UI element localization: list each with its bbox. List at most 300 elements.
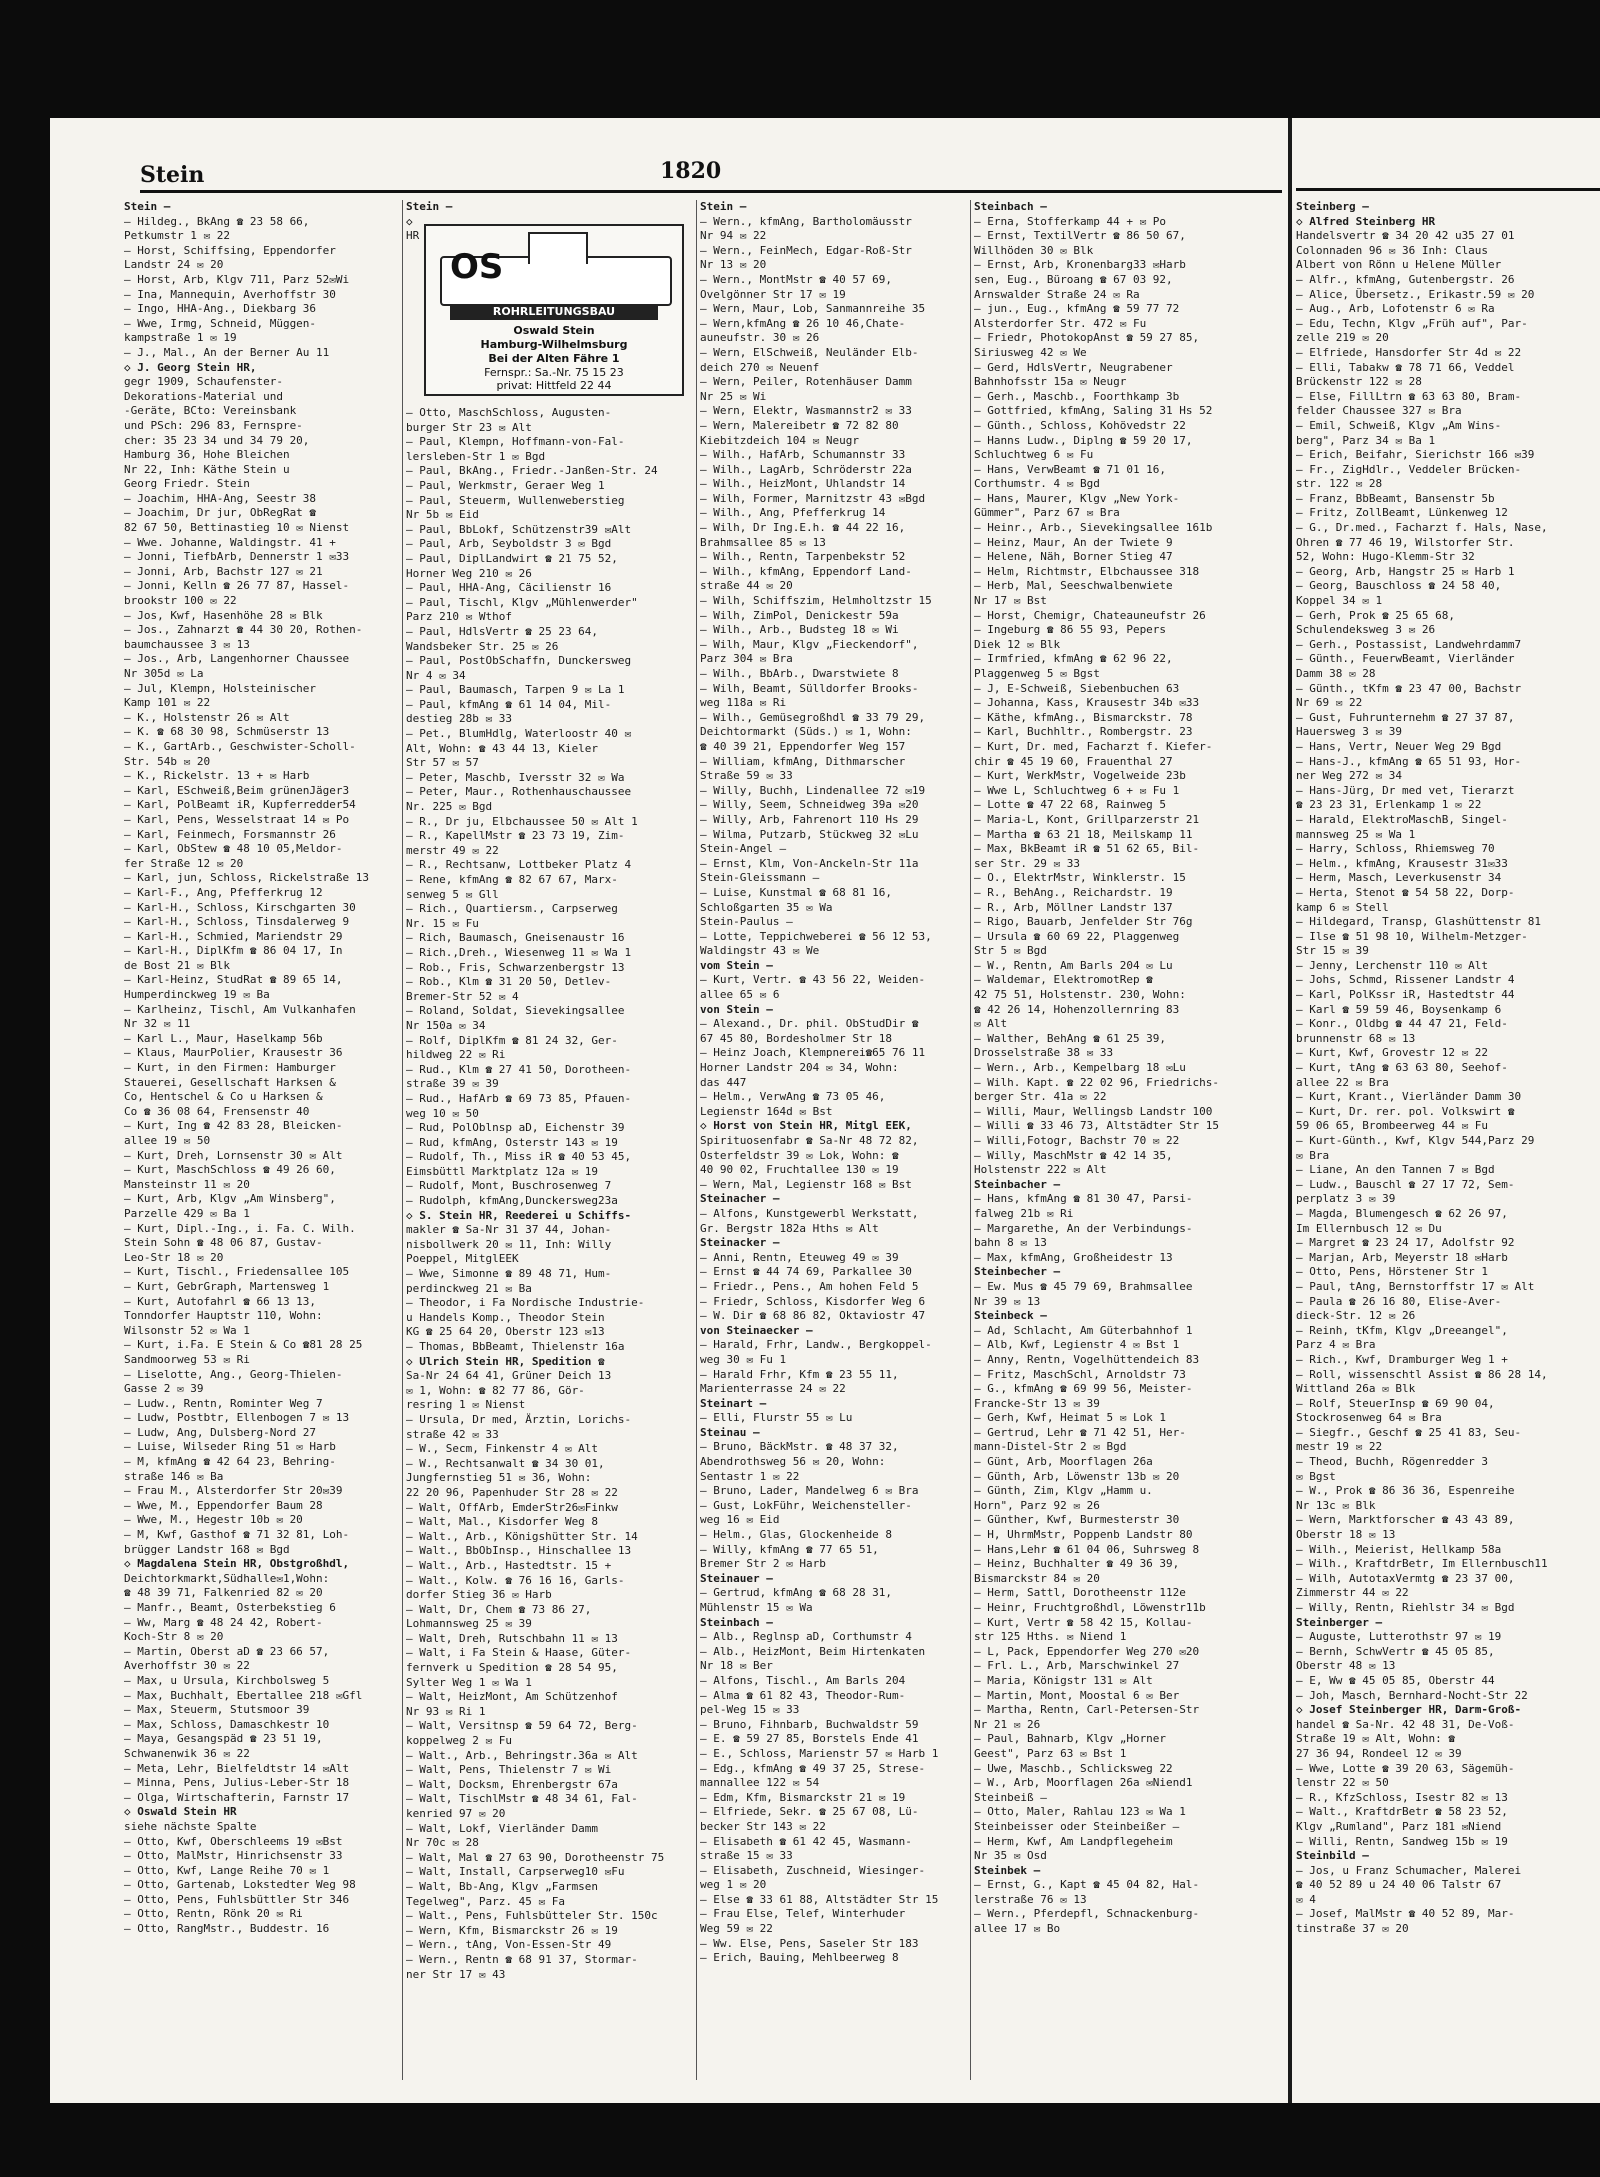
directory-entry-line: ◇ J. Georg Stein HR, bbox=[124, 360, 257, 374]
directory-entry-line: 27 36 94, Rondeel 12 ✉ 39 bbox=[1296, 1746, 1462, 1760]
directory-entry-line: 82 67 50, Bettinastieg 10 ✉ Nienst bbox=[124, 521, 350, 535]
directory-entry-line: — Karl-H., Schmied, Mariendstr 29 bbox=[124, 929, 343, 943]
directory-entry-line: — Paul, kfmAng ☎ 61 14 04, Mil- bbox=[406, 697, 612, 711]
directory-entry-line: resring 1 ✉ Nienst bbox=[406, 1398, 526, 1412]
directory-entry-line: cher: 35 23 34 und 34 79 20, bbox=[124, 433, 310, 447]
directory-entry-line: — Rich, Baumasch, Gneisenaustr 16 bbox=[406, 931, 625, 945]
directory-entry-line: Brahmsallee 85 ✉ 13 bbox=[700, 535, 826, 549]
directory-entry-line: — Wilh., Rentn, Tarpenbekstr 52 bbox=[700, 550, 906, 564]
directory-entry-line: — Elli, Flurstr 55 ✉ Lu bbox=[700, 1411, 853, 1425]
directory-entry-line: — Willy, Buchh, Lindenallee 72 ✉19 bbox=[700, 783, 926, 797]
directory-entry-line: ☎ 48 39 71, Falkenried 82 ✉ 20 bbox=[124, 1586, 323, 1600]
directory-entry-line: — Paul, Werkmstr, Geraer Weg 1 bbox=[406, 478, 605, 492]
directory-entry-line: Osterfeldstr 39 ✉ Lok, Wohn: ☎ bbox=[700, 1148, 899, 1162]
directory-entry-line: — Frau Else, Telef, Winterhuder bbox=[700, 1907, 906, 1921]
directory-entry-line: — Wilh., BbArb., Dwarstwiete 8 bbox=[700, 667, 899, 680]
directory-entry-line: — Wern., kfmAng, Bartholomäusstr bbox=[700, 214, 912, 228]
directory-entry-line: ◇ Josef Steinberger HR, Darm-Groß- bbox=[1296, 1703, 1522, 1717]
directory-entry-line: — Otto, Rentn, Rönk 20 ✉ Ri bbox=[124, 1907, 303, 1921]
directory-entry-line: Schulendeksweg 3 ✉ 26 bbox=[1296, 623, 1436, 637]
directory-entry-line: — Kurt, MaschSchloss ☎ 49 26 60, bbox=[124, 1163, 336, 1177]
directory-entry-line: zelle 219 ✉ 20 bbox=[1296, 331, 1389, 345]
directory-entry-line: straße 15 ✉ 33 bbox=[700, 1849, 793, 1863]
directory-entry-line: Oberstr 48 ✉ 13 bbox=[1296, 1659, 1396, 1673]
directory-entry-line: ◇ Alfred Steinberg HR bbox=[1296, 214, 1436, 228]
directory-entry-line: — Paul, BbLokf, Schützenstr39 ✉Alt bbox=[406, 522, 632, 536]
directory-entry-line: — Paul, Baumasch, Tarpen 9 ✉ La 1 bbox=[406, 683, 625, 697]
castle-tower-icon bbox=[528, 232, 588, 264]
directory-entry-line: — Wern, Maur, Lob, Sanmannreihe 35 bbox=[700, 302, 926, 316]
directory-entry-line: Deichtormarkt (Süds.) ✉ 1, Wohn: bbox=[700, 725, 912, 739]
directory-entry-line: — Ingo, HHA-Ang., Diekbarg 36 bbox=[124, 302, 317, 316]
directory-entry-line: — Günth., FeuerwBeamt, Vierländer bbox=[1296, 652, 1515, 666]
directory-entry-line: — E. ☎ 59 27 85, Borstels Ende 41 bbox=[700, 1732, 919, 1746]
directory-entry-line: lersleben-Str 1 ✉ Bgd bbox=[406, 449, 546, 463]
directory-entry-line: — Paul, HdlsVertr ☎ 25 23 64, bbox=[406, 624, 599, 638]
directory-entry-line: lerstraße 76 ✉ 13 bbox=[974, 1892, 1087, 1906]
directory-entry-line: ✉ Bra bbox=[1296, 1148, 1330, 1162]
directory-entry-line: — W., Arb, Moorflagen 26a ✉Niend1 bbox=[974, 1776, 1193, 1790]
directory-entry-line: — Lotte ☎ 47 22 68, Rainweg 5 bbox=[974, 798, 1167, 812]
directory-entry-line: 52, Wohn: Hugo-Klemm-Str 32 bbox=[1296, 550, 1475, 564]
directory-entry-line: — Gerd, HdlsVertr, Neugrabener bbox=[974, 360, 1173, 374]
directory-entry-line: Stockrosenweg 64 ✉ Bra bbox=[1296, 1411, 1442, 1425]
directory-entry-line: das 447 bbox=[700, 1075, 747, 1089]
directory-entry-line: — Wilh. Kapt. ☎ 22 02 96, Friedrichs- bbox=[974, 1075, 1220, 1089]
directory-entry-line: fer Straße 12 ✉ 20 bbox=[124, 856, 244, 870]
directory-entry-line: — Hans-Jürg, Dr med vet, Tierarzt bbox=[1296, 783, 1515, 797]
directory-column-4 bbox=[974, 200, 1254, 1937]
directory-entry-line: — Otto, RangMstr., Buddestr. 16 bbox=[124, 1922, 330, 1936]
directory-entry-line: — K. ☎ 68 30 98, Schmüserstr 13 bbox=[124, 725, 330, 739]
directory-entry-line: Steinberg — bbox=[1296, 200, 1369, 213]
directory-entry-line: — Herm, Masch, Leverkusenstr 34 bbox=[1296, 871, 1502, 885]
directory-entry-line: — Rud, PolOblnsp aD, Eichenstr 39 bbox=[406, 1121, 625, 1135]
directory-entry-line: Stein — bbox=[700, 200, 747, 213]
directory-entry-line: — Walt, Mal., Kisdorfer Weg 8 bbox=[406, 1515, 599, 1529]
directory-entry-line: — Wilh., Gemüsegroßhdl ☎ 33 79 29, bbox=[700, 710, 926, 724]
directory-entry-line: — Karl-H., Schloss, Tinsdalerweg 9 bbox=[124, 915, 350, 929]
directory-entry-line: — Kurt, Kwf, Grovestr 12 ✉ 22 bbox=[1296, 1046, 1489, 1060]
directory-entry-line: kampstraße 1 ✉ 19 bbox=[124, 331, 237, 345]
directory-entry-line: Zimmerstr 44 ✉ 22 bbox=[1296, 1586, 1409, 1600]
directory-entry-line: weg 1 ✉ 20 bbox=[700, 1878, 767, 1892]
directory-entry-line: — Max, Buchhalt, Ebertallee 218 ✉Gfl bbox=[124, 1688, 363, 1702]
directory-entry-line: — Max, Steuerm, Stutsmoor 39 bbox=[124, 1703, 310, 1717]
directory-entry-line: — Walt, OffArb, EmderStr26✉Finkw bbox=[406, 1500, 618, 1514]
directory-entry-line: — Wilma, Putzarb, Stückweg 32 ✉Lu bbox=[700, 827, 919, 841]
directory-entry-line: — Siegfr., Geschf ☎ 25 41 83, Seu- bbox=[1296, 1425, 1522, 1439]
directory-entry-line: ✉ 1, Wohn: ☎ 82 77 86, Gör- bbox=[406, 1383, 585, 1397]
directory-entry-line: Nr. 15 ✉ Fu bbox=[406, 916, 479, 930]
directory-entry-line: — Rich., Kwf, Dramburger Weg 1 + bbox=[1296, 1352, 1508, 1366]
directory-entry-line: sen, Eug., Büroang ☎ 67 03 92, bbox=[974, 272, 1173, 286]
directory-entry-line: — Karl-H., Schloss, Kirschgarten 30 bbox=[124, 900, 356, 914]
directory-entry-line: Gümmer", Parz 67 ✉ Bra bbox=[974, 506, 1120, 520]
directory-entry-line: — Walt, Lokf, Vierländer Damm bbox=[406, 1821, 599, 1835]
directory-entry-line: Nr 305d ✉ La bbox=[124, 667, 204, 680]
directory-entry-line: — Harald, ElektroMaschB, Singel- bbox=[1296, 812, 1508, 826]
directory-entry-line: — Helm., VerwAng ☎ 73 05 46, bbox=[700, 1090, 886, 1104]
directory-entry-line: mannsweg 25 ✉ Wa 1 bbox=[1296, 827, 1416, 841]
directory-entry-line: — Willy, Arb, Fahrenort 110 Hs 29 bbox=[700, 812, 919, 826]
directory-entry-line: — Herm, Sattl, Dorotheenstr 112e bbox=[974, 1586, 1186, 1600]
directory-entry-line: — Wern, ElSchweiß, Neuländer Elb- bbox=[700, 345, 919, 359]
directory-entry-line: — Ernst, Klm, Von-Anckeln-Str 11a bbox=[700, 856, 919, 870]
directory-entry-line: Sylter Weg 1 ✉ Wa 1 bbox=[406, 1675, 532, 1689]
directory-entry-line: — Erna, Stofferkamp 44 + ✉ Po bbox=[974, 214, 1167, 228]
directory-entry-line: — W., Rechtsanwalt ☎ 34 30 01, bbox=[406, 1456, 605, 1470]
directory-entry-line: mannallee 122 ✉ 54 bbox=[700, 1776, 820, 1790]
directory-entry-line: — Wilh., HeizMont, Uhlandstr 14 bbox=[700, 477, 906, 491]
directory-entry-line: — Wern., FeinMech, Edgar-Roß-Str bbox=[700, 243, 912, 257]
directory-entry-line: Handelsvertr ☎ 34 20 42 u35 27 01 bbox=[1296, 229, 1515, 243]
directory-entry-line: — Wilh, AutotaxVermtg ☎ 23 37 00, bbox=[1296, 1571, 1515, 1585]
directory-entry-line: Leo-Str 18 ✉ 20 bbox=[124, 1250, 224, 1264]
directory-entry-line: — Margarethe, An der Verbindungs- bbox=[974, 1221, 1193, 1235]
directory-entry-line: — Edg., kfmAng ☎ 49 37 25, Strese- bbox=[700, 1761, 926, 1775]
directory-entry-line: — William, kfmAng, Dithmarscher bbox=[700, 754, 906, 768]
directory-entry-line: Averhoffstr 30 ✉ 22 bbox=[124, 1659, 250, 1673]
directory-entry-line: — Walt, HeizMont, Am Schützenhof bbox=[406, 1690, 618, 1704]
directory-entry-line: ☎ 23 23 31, Erlenkamp 1 ✉ 22 bbox=[1296, 798, 1482, 812]
directory-entry-line: ☎ 40 39 21, Eppendorfer Weg 157 bbox=[700, 739, 906, 753]
directory-entry-line: str 125 Hths. ✉ Niend 1 bbox=[974, 1630, 1127, 1644]
directory-entry-line: Stein Sohn ☎ 48 06 87, Gustav- bbox=[124, 1236, 323, 1250]
directory-entry-line: — Irmfried, kfmAng ☎ 62 96 22, bbox=[974, 652, 1173, 666]
directory-entry-line: — Uwe, Maschb., Schlicksweg 22 bbox=[974, 1761, 1173, 1775]
directory-entry-line: — Günth., tKfm ☎ 23 47 00, Bachstr bbox=[1296, 681, 1522, 695]
directory-entry-line: baumchaussee 3 ✉ 13 bbox=[124, 637, 250, 651]
directory-entry-line: — Wern, Malereibetr ☎ 72 82 80 bbox=[700, 418, 899, 432]
directory-entry-line: Steinbach — bbox=[700, 1615, 773, 1629]
directory-entry-line: — Helm, Richtmstr, Elbchaussee 318 bbox=[974, 564, 1200, 578]
directory-entry-line: — Edu, Techn, Klgv „Früh auf", Par- bbox=[1296, 316, 1528, 330]
directory-entry-line: Damm 38 ✉ 28 bbox=[1296, 667, 1376, 680]
directory-entry-line: — Hans, Vertr, Neuer Weg 29 Bgd bbox=[1296, 739, 1502, 753]
directory-entry-line: ☎ 40 52 89 u 24 40 06 Talstr 67 bbox=[1296, 1878, 1502, 1892]
directory-entry-line: Stein-Angel — bbox=[700, 842, 787, 856]
directory-entry-line: — E, Ww ☎ 45 05 85, Oberstr 44 bbox=[1296, 1673, 1495, 1687]
directory-entry-line: — Käthe, kfmAng., Bismarckstr. 78 bbox=[974, 710, 1193, 724]
directory-entry-line: — Jos., Arb, Langenhorner Chaussee bbox=[124, 652, 350, 666]
directory-entry-line: — Jenny, Lerchenstr 110 ✉ Alt bbox=[1296, 958, 1489, 972]
advert-address: Bei der Alten Fähre 1 bbox=[488, 352, 620, 365]
directory-entry-line: Horner Weg 210 ✉ 26 bbox=[406, 566, 532, 580]
directory-entry-line: — Horst, Chemigr, Chateauneufstr 26 bbox=[974, 608, 1206, 622]
directory-entry-line: — Wilh, Schiffszim, Helmholtzstr 15 bbox=[700, 594, 932, 608]
directory-entry-line: — Heinr., Arb., Sievekingsallee 161b bbox=[974, 521, 1213, 535]
directory-entry-line: Schluchtweg 6 ✉ Fu bbox=[974, 448, 1094, 462]
directory-entry-line: — Heinz, Buchhalter ☎ 49 36 39, bbox=[974, 1557, 1180, 1571]
directory-entry-line: Legienstr 164d ✉ Bst bbox=[700, 1104, 833, 1118]
directory-entry-line: Steinart — bbox=[700, 1396, 767, 1410]
directory-entry-line: — Theodor, i Fa Nordische Industrie- bbox=[406, 1296, 645, 1310]
directory-entry-line: weg 10 ✉ 50 bbox=[406, 1106, 479, 1120]
directory-entry-line: Schloßgarten 35 ✉ Wa bbox=[700, 900, 833, 914]
directory-entry-line: — Walt, Install, Carpserweg10 ✉Fu bbox=[406, 1865, 625, 1879]
directory-entry-line: — Friedr., Pens., Am hohen Feld 5 bbox=[700, 1279, 919, 1293]
directory-entry-line: Steinacker — bbox=[700, 1236, 780, 1250]
directory-entry-line: — Max, BkBeamt iR ☎ 51 62 65, Bil- bbox=[974, 842, 1200, 856]
directory-entry-line: — Rud, kfmAng, Osterstr 143 ✉ 19 bbox=[406, 1135, 618, 1149]
directory-entry-line: — Paul, Bahnarb, Klgv „Horner bbox=[974, 1732, 1167, 1746]
directory-entry-line: — Heinz Joach, Klempnerei☎65 76 11 bbox=[700, 1046, 926, 1060]
directory-entry-line: perdinckweg 21 ✉ Ba bbox=[406, 1281, 532, 1295]
directory-entry-line: Horner Landstr 204 ✉ 34, Wohn: bbox=[700, 1061, 899, 1075]
directory-entry-line: — Else, FillLtrn ☎ 63 63 80, Bram- bbox=[1296, 389, 1522, 403]
directory-entry-line: — Elfriede, Sekr. ☎ 25 67 08, Lü- bbox=[700, 1805, 919, 1819]
directory-entry-line: — Frl. L., Arb, Marschwinkel 27 bbox=[974, 1659, 1180, 1673]
directory-entry-line: — Kurt, Tischl., Friedensallee 105 bbox=[124, 1265, 350, 1279]
directory-entry-line: — Willi ☎ 33 46 73, Altstädter Str 15 bbox=[974, 1119, 1220, 1133]
directory-entry-line: — Karl-Heinz, StudRat ☎ 89 65 14, bbox=[124, 973, 343, 987]
directory-entry-line: HR bbox=[406, 229, 420, 243]
directory-entry-line: — Rolf, DiplKfm ☎ 81 24 32, Ger- bbox=[406, 1033, 618, 1047]
directory-entry-line: — Theod, Buchh, Rögenredder 3 bbox=[1296, 1455, 1489, 1469]
directory-entry-line: Co, Hentschel & Co u Harksen & bbox=[124, 1090, 323, 1104]
directory-entry-line: — Walt, Versitnsp ☎ 59 64 72, Berg- bbox=[406, 1719, 638, 1733]
directory-entry-line: — Otto, MalMstr, Hinrichsenstr 33 bbox=[124, 1849, 343, 1863]
directory-entry-line: — Kurt, Arb, Klgv „Am Winsberg", bbox=[124, 1192, 336, 1206]
directory-entry-line: Steinbeisser oder Steinbeißer — bbox=[974, 1819, 1180, 1833]
directory-entry-line: — Rich., Quartiersm., Carpserweg bbox=[406, 902, 618, 916]
directory-entry-line: Nr 39 ✉ 13 bbox=[974, 1294, 1041, 1308]
directory-entry-line: Abendrothsweg 56 ✉ 20, Wohn: bbox=[700, 1455, 886, 1469]
advert-logo bbox=[440, 247, 672, 306]
directory-entry-line: nisbollwerk 20 ✉ 11, Inh: Willy bbox=[406, 1237, 612, 1251]
directory-entry-line: — Kurt, Dreh, Lornsenstr 30 ✉ Alt bbox=[124, 1148, 343, 1162]
directory-entry-line: dieck-Str. 12 ✉ 26 bbox=[1296, 1309, 1416, 1323]
directory-entry-line: allee 22 ✉ Bra bbox=[1296, 1075, 1389, 1089]
directory-entry-line: — Alb, Kwf, Legienstr 4 ✉ Bst 1 bbox=[974, 1338, 1180, 1352]
directory-entry-line: — Horst, Arb, Klgv 711, Parz 52✉Wi bbox=[124, 272, 350, 286]
directory-entry-line: — Karl, jun, Schloss, Rickelstraße 13 bbox=[124, 871, 370, 885]
directory-entry-line: — Rudolf, Mont, Buschrosenweg 7 bbox=[406, 1179, 612, 1193]
advert-banner: ROHRLEITUNGSBAU bbox=[450, 304, 658, 320]
directory-entry-line: Eimsbüttl Marktplatz 12a ✉ 19 bbox=[406, 1164, 599, 1178]
directory-entry-line: — Wilh., LagArb, Schröderstr 22a bbox=[700, 462, 912, 476]
directory-entry-line: de Bost 21 ✉ Blk bbox=[124, 958, 230, 972]
directory-entry-line: — Alfr., kfmAng, Gutenbergstr. 26 bbox=[1296, 272, 1515, 286]
advert-logo-mark: OS bbox=[450, 247, 504, 287]
directory-entry-line: Co ☎ 36 08 64, Frensenstr 40 bbox=[124, 1104, 310, 1118]
directory-entry-line: Bahnhofsstr 15a ✉ Neugr bbox=[974, 375, 1127, 389]
directory-entry-line: — Ad, Schlacht, Am Güterbahnhof 1 bbox=[974, 1323, 1193, 1337]
directory-entry-line: vom Stein — bbox=[700, 958, 773, 972]
directory-entry-line: perplatz 3 ✉ 39 bbox=[1296, 1192, 1396, 1206]
directory-entry-line: — Karl, ESchweiß,Beim grünenJäger3 bbox=[124, 783, 350, 797]
directory-entry-line: — Friedr, PhotokopAnst ☎ 59 27 85, bbox=[974, 331, 1200, 345]
directory-entry-line: — Frau M., Alsterdorfer Str 20✉39 bbox=[124, 1484, 343, 1498]
directory-entry-line: — W., Secm, Finkenstr 4 ✉ Alt bbox=[406, 1442, 599, 1456]
directory-entry-line: bahn 8 ✉ 13 bbox=[974, 1236, 1047, 1250]
directory-entry-line: Colonnaden 96 ✉ 36 Inh: Claus bbox=[1296, 243, 1489, 257]
directory-entry-line: — Walt., Arb., Königshütter Str. 14 bbox=[406, 1529, 638, 1543]
directory-entry-line: — Ingeburg ☎ 86 55 93, Pepers bbox=[974, 623, 1167, 637]
directory-entry-line: — Ludw, Ang, Dulsberg-Nord 27 bbox=[124, 1425, 317, 1439]
directory-entry-line: ◇ S. Stein HR, Reederei u Schiffs- bbox=[406, 1208, 632, 1222]
directory-entry-line: — Kurt, in den Firmen: Hamburger bbox=[124, 1061, 336, 1075]
directory-entry-line: von Steinaecker — bbox=[700, 1323, 813, 1337]
directory-entry-line: — Otto, Kwf, Lange Reihe 70 ✉ 1 bbox=[124, 1863, 330, 1877]
directory-entry-line: — W. Dir ☎ 68 86 82, Oktaviostr 47 bbox=[700, 1309, 926, 1323]
directory-entry-line: KG ☎ 25 64 20, Oberstr 123 ✉13 bbox=[406, 1325, 605, 1339]
directory-entry-line: kamp 6 ✉ Stell bbox=[1296, 900, 1389, 914]
directory-entry-line: straße 146 ✉ Ba bbox=[124, 1469, 224, 1483]
directory-entry-line: — Rudolph, kfmAng,Dunckersweg23a bbox=[406, 1194, 618, 1208]
advert-private-phone: privat: Hittfeld 22 44 bbox=[496, 379, 612, 392]
directory-entry-line: — Walt., Arb., Behringstr.36a ✉ Alt bbox=[406, 1748, 638, 1762]
directory-entry-line: Schwanenwik 36 ✉ 22 bbox=[124, 1746, 250, 1760]
directory-entry-line: ◇ Oswald Stein HR bbox=[124, 1805, 237, 1819]
directory-entry-line: Stauerei, Gesellschaft Harksen & bbox=[124, 1075, 336, 1089]
directory-entry-line: — Walt, TischlMstr ☎ 48 34 61, Fal- bbox=[406, 1792, 638, 1806]
directory-entry-line: — Ew. Mus ☎ 45 79 69, Brahmsallee bbox=[974, 1279, 1193, 1293]
directory-entry-line: — O., ElektrMstr, Winklerstr. 15 bbox=[974, 871, 1186, 885]
directory-entry-line: Kamp 101 ✉ 22 bbox=[124, 696, 211, 710]
directory-entry-line: — Max, u Ursula, Kirchbolsweg 5 bbox=[124, 1673, 330, 1687]
directory-entry-line: — Karl-H., DiplKfm ☎ 86 04 17, In bbox=[124, 944, 343, 958]
directory-entry-line: — Gust, Fuhrunternehm ☎ 27 37 87, bbox=[1296, 710, 1515, 724]
directory-entry-line: — Wilh., Ang, Pfefferkrug 14 bbox=[700, 506, 886, 520]
directory-entry-line: — Horst, Schiffsing, Eppendorfer bbox=[124, 243, 336, 257]
directory-entry-line: Waldingstr 43 ✉ We bbox=[700, 944, 820, 958]
directory-entry-line: — Günther, Kwf, Burmesterstr 30 bbox=[974, 1513, 1180, 1527]
directory-entry-line: u Handels Komp., Theodor Stein bbox=[406, 1310, 605, 1324]
directory-entry-line: — Wern,kfmAng ☎ 26 10 46,Chate- bbox=[700, 316, 906, 330]
directory-entry-line: — Maria-L, Kont, Grillparzerstr 21 bbox=[974, 812, 1200, 826]
directory-entry-line: — Wwe, M., Hegestr 10b ✉ 20 bbox=[124, 1513, 303, 1527]
directory-entry-line: weg 16 ✉ Eid bbox=[700, 1513, 780, 1527]
directory-entry-line: — R., BehAng., Reichardstr. 19 bbox=[974, 885, 1173, 899]
directory-entry-line: — Harald, Frhr, Landw., Bergkoppel- bbox=[700, 1338, 932, 1352]
directory-entry-line: Humperdinckweg 19 ✉ Ba bbox=[124, 988, 270, 1002]
oswald-stein-advert bbox=[424, 224, 684, 396]
directory-entry-line: brunnenstr 68 ✉ 13 bbox=[1296, 1031, 1416, 1045]
directory-entry-line: — Gertrud, Lehr ☎ 71 42 51, Her- bbox=[974, 1425, 1186, 1439]
advert-phone: Fernspr.: Sa.-Nr. 75 15 23 bbox=[484, 366, 624, 379]
directory-entry-line: Marienterrasse 24 ✉ 22 bbox=[700, 1382, 846, 1396]
directory-entry-line: allee 65 ✉ 6 bbox=[700, 988, 780, 1002]
directory-entry-line: — W., Rentn, Am Barls 204 ✉ Lu bbox=[974, 958, 1173, 972]
directory-entry-line: — Edm, Kfm, Bismarckstr 21 ✉ 19 bbox=[700, 1790, 906, 1804]
directory-entry-line: Tegelweg", Parz. 45 ✉ Fa bbox=[406, 1894, 565, 1908]
directory-entry-line: — Wern., tAng, Von-Essen-Str 49 bbox=[406, 1938, 612, 1952]
directory-entry-line: Kiebitzdeich 104 ✉ Neugr bbox=[700, 433, 859, 447]
directory-entry-line: — Fritz, MaschSchl, Arnoldstr 73 bbox=[974, 1367, 1186, 1381]
directory-entry-line: — Franz, BbBeamt, Bansenstr 5b bbox=[1296, 491, 1495, 505]
directory-entry-line: — Wilh, Dr Ing.E.h. ☎ 44 22 16, bbox=[700, 521, 906, 535]
directory-entry-line: — Kurt, Vertr ☎ 58 42 15, Kollau- bbox=[974, 1615, 1193, 1629]
directory-entry-line: — Paul, DiplLandwirt ☎ 21 75 52, bbox=[406, 551, 618, 565]
directory-entry-line: — Peter, Maur., Rothenhauschaussee bbox=[406, 785, 632, 799]
book-page-right bbox=[1292, 118, 1600, 2103]
directory-entry-line: Sa-Nr 24 64 41, Grüner Deich 13 bbox=[406, 1369, 612, 1383]
directory-entry-line: — Gertrud, kfmAng ☎ 68 28 31, bbox=[700, 1586, 893, 1600]
directory-entry-line: — Gust, LokFühr, Weichensteller- bbox=[700, 1498, 912, 1512]
directory-entry-line: Arnswalder Straße 24 ✉ Ra bbox=[974, 287, 1140, 301]
directory-entry-line: — H, UhrmMstr, Poppenb Landstr 80 bbox=[974, 1528, 1193, 1542]
directory-entry-line: Steinbild — bbox=[1296, 1849, 1369, 1863]
directory-entry-line: Stein-Gleissmann — bbox=[700, 871, 820, 885]
directory-entry-line: Alt, Wohn: ☎ 43 44 13, Kieler bbox=[406, 741, 599, 755]
directory-entry-line: makler ☎ Sa-Nr 31 37 44, Johan- bbox=[406, 1223, 612, 1237]
directory-entry-line: Nr 150a ✉ 34 bbox=[406, 1018, 486, 1032]
directory-entry-line: — Jos, Kwf, Hasenhöhe 28 ✉ Blk bbox=[124, 608, 323, 622]
directory-entry-line: — Walt., BbObInsp., Hinschallee 13 bbox=[406, 1544, 632, 1558]
directory-entry-line: Ovelgönner Str 17 ✉ 19 bbox=[700, 287, 846, 301]
directory-entry-line: — Martha, Rentn, Carl-Petersen-Str bbox=[974, 1703, 1200, 1717]
directory-entry-line: — Josef, MalMstr ☎ 40 52 89, Mar- bbox=[1296, 1907, 1515, 1921]
directory-entry-line: — Helene, Näh, Borner Stieg 47 bbox=[974, 550, 1173, 564]
directory-entry-line: — Johanna, Kass, Krausestr 34b ✉33 bbox=[974, 696, 1200, 710]
directory-entry-line: — Wwe L, Schluchtweg 6 + ✉ Fu 1 bbox=[974, 783, 1180, 797]
directory-entry-line: — Elli, Tabakw ☎ 78 71 66, Veddel bbox=[1296, 360, 1515, 374]
directory-entry-line: Mansteinstr 11 ✉ 20 bbox=[124, 1177, 250, 1191]
directory-entry-line: Geest", Parz 63 ✉ Bst 1 bbox=[974, 1746, 1127, 1760]
directory-entry-line: — Jonni, TiefbArb, Dennerstr 1 ✉33 bbox=[124, 550, 350, 564]
directory-entry-line: kenried 97 ✉ 20 bbox=[406, 1807, 506, 1820]
directory-entry-line: — Johs, Schmd, Rissener Landstr 4 bbox=[1296, 973, 1515, 987]
directory-entry-line: — Klaus, MaurPolier, Krausestr 36 bbox=[124, 1046, 343, 1060]
header-rule bbox=[140, 190, 1282, 193]
directory-entry-line: — Erich, Beifahr, Sierichstr 166 ✉39 bbox=[1296, 448, 1535, 462]
directory-entry-line: Weg 59 ✉ 22 bbox=[700, 1922, 773, 1936]
directory-entry-line: Siriusweg 42 ✉ We bbox=[974, 345, 1087, 359]
directory-entry-line: — Hildegard, Transp, Glashüttenstr 81 bbox=[1296, 915, 1542, 929]
directory-entry-line: — Gottfried, kfmAng, Saling 31 Hs 52 bbox=[974, 404, 1213, 418]
directory-entry-line: Steinbacher — bbox=[974, 1177, 1061, 1191]
directory-entry-line: berg", Parz 34 ✉ Ba 1 bbox=[1296, 433, 1436, 447]
directory-entry-line: — Ina, Mannequin, Averhoffstr 30 bbox=[124, 287, 336, 301]
directory-entry-line: — Herb, Mal, Seeschwalbenwiete bbox=[974, 579, 1173, 593]
directory-entry-line: — Elisabeth ☎ 61 42 45, Wasmann- bbox=[700, 1834, 912, 1848]
directory-entry-line: — Georg, Arb, Hangstr 25 ✉ Harb 1 bbox=[1296, 564, 1515, 578]
directory-entry-line: — Max, kfmAng, Großheidestr 13 bbox=[974, 1250, 1173, 1264]
directory-entry-line: — Ww, Marg ☎ 48 24 42, Robert- bbox=[124, 1615, 323, 1629]
directory-entry-line: — Kurt, Dr. rer. pol. Volkswirt ☎ bbox=[1296, 1104, 1515, 1118]
directory-entry-line: — Hans, VerwBeamt ☎ 71 01 16, bbox=[974, 462, 1167, 476]
directory-entry-line: — K., Rickelstr. 13 + ✉ Harb bbox=[124, 769, 310, 783]
directory-entry-line: — Pet., BlumHdlg, Waterloostr 40 ✉ bbox=[406, 727, 632, 741]
directory-entry-line: Holstenstr 222 ✉ Alt bbox=[974, 1163, 1107, 1177]
directory-entry-line: — Wilh, Beamt, Sülldorfer Brooks- bbox=[700, 681, 919, 695]
directory-entry-line: — Olga, Wirtschafterin, Farnstr 17 bbox=[124, 1790, 350, 1804]
directory-entry-line: — Karl, ObStew ☎ 48 10 05,Meldor- bbox=[124, 842, 343, 856]
directory-entry-line: ◇ Horst von Stein HR, Mitgl EEK, bbox=[700, 1119, 912, 1133]
directory-entry-line: — Otto, Pens, Hörstener Str 1 bbox=[1296, 1265, 1489, 1279]
directory-entry-line: Parz 210 ✉ Wthof bbox=[406, 610, 512, 624]
directory-entry-line: Gr. Bergstr 182a Hths ✉ Alt bbox=[700, 1221, 879, 1235]
directory-entry-line: — Wilh, ZimPol, Denickestr 59a bbox=[700, 608, 899, 622]
directory-entry-line: — Max, Schloss, Damaschkestr 10 bbox=[124, 1717, 330, 1731]
directory-entry-line: — Willi,Fotogr, Bachstr 70 ✉ 22 bbox=[974, 1134, 1180, 1147]
directory-entry-line: — Karl L., Maur, Haselkamp 56b bbox=[124, 1031, 323, 1045]
directory-entry-line: — Walt., Arb., Hastedtstr. 15 + bbox=[406, 1558, 612, 1572]
directory-entry-line: — Ludw, Postbtr, Ellenbogen 7 ✉ 13 bbox=[124, 1411, 350, 1425]
header-rule-right bbox=[1296, 188, 1600, 191]
directory-entry-line: Horn", Parz 92 ✉ 26 bbox=[974, 1498, 1100, 1512]
directory-entry-line: — Wwe, Lotte ☎ 39 20 63, Sägemüh- bbox=[1296, 1761, 1515, 1775]
directory-entry-line: — Walt, Pens, Thielenstr 7 ✉ Wi bbox=[406, 1763, 612, 1777]
directory-entry-line: Nr 94 ✉ 22 bbox=[700, 229, 767, 243]
directory-entry-line: — L, Pack, Eppendorfer Weg 270 ✉20 bbox=[974, 1644, 1200, 1658]
directory-entry-line: Nr 17 ✉ Bst bbox=[974, 594, 1047, 608]
directory-entry-line: — M, kfmAng ☎ 42 64 23, Behring- bbox=[124, 1455, 336, 1469]
directory-entry-line: — Roland, Soldat, Sievekingsallee bbox=[406, 1004, 625, 1018]
advert-company: Oswald Stein bbox=[513, 324, 595, 337]
